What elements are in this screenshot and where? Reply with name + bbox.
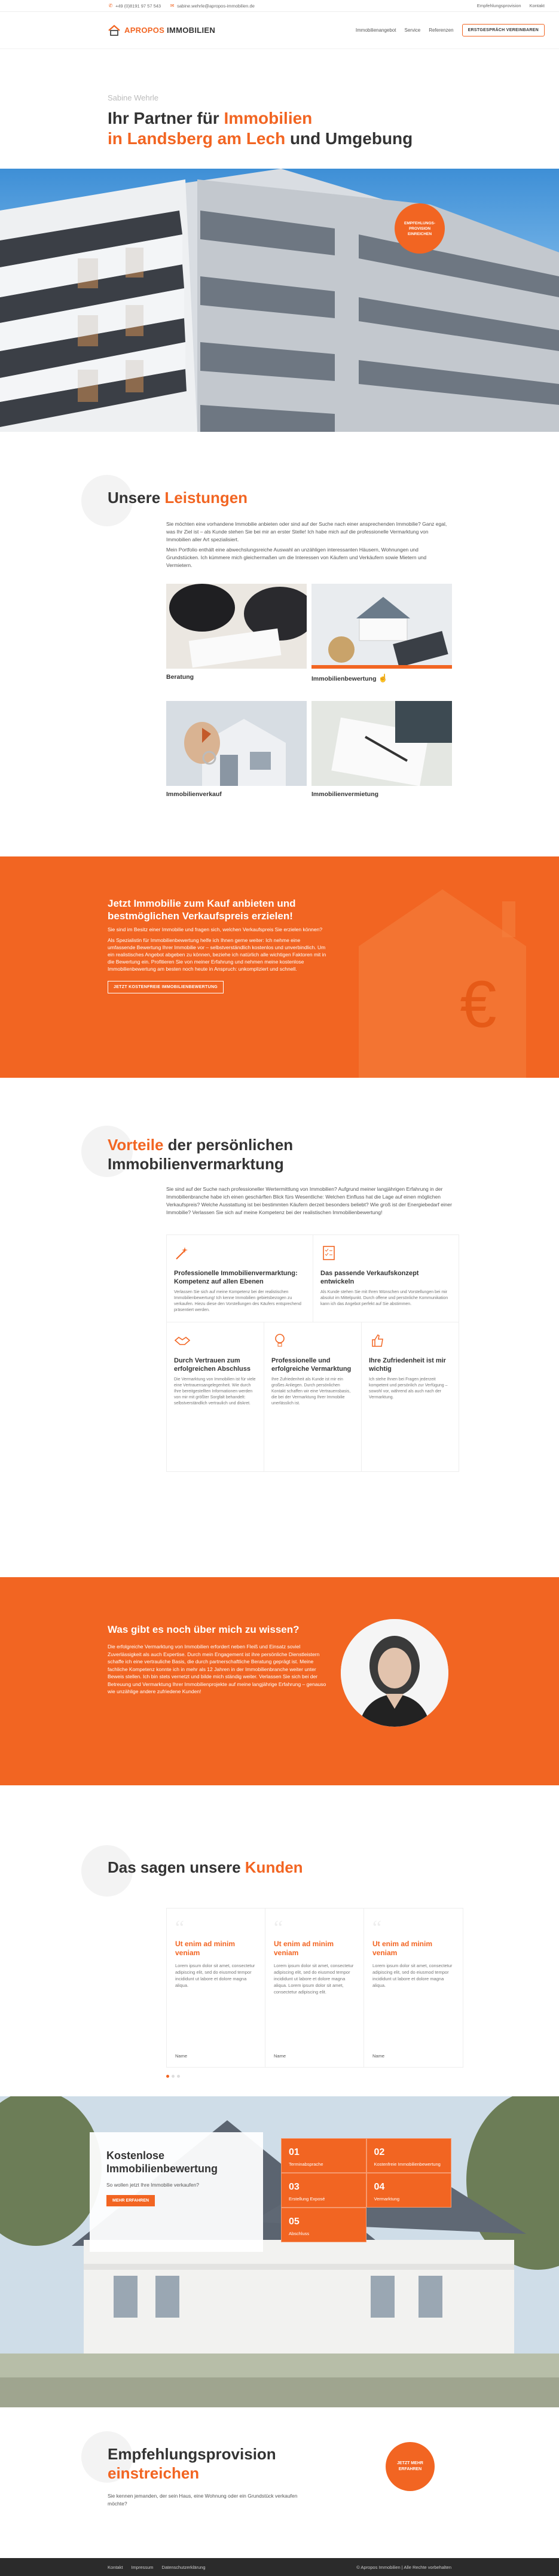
process-tile: 02 Kostenfreie Immobilienbewertung: [366, 2138, 452, 2173]
process-tile: 03 Erstellung Exposé: [281, 2173, 366, 2208]
topbar-email[interactable]: ✉ sabine.wehrle@apropos-immobilien.de: [170, 3, 255, 8]
service-label: Immobilienverkauf: [166, 791, 222, 798]
testimonials-title: Das sagen unsere Kunden: [108, 1858, 303, 1876]
testimonial-card: “ Ut enim ad minim veniam Lorem ipsum dolor sit amet, consectetur adipiscing elit, sed do eiusmod tempor incididunt ut labore et dolore magna aliqua. Name: [364, 1909, 463, 2067]
advantage-card: Durch Vertrauen zum erfolgreichen Abschluss Die Vermarktung von Immobilien ist für viele eine Vertrauensangelegenheit. Wie durch Ihre bereitgestellten Informationen werden von mir mit größter Sorgfalt behandelt: selbstverständlich vertraulich und diskret.: [167, 1322, 264, 1472]
sell-section: [0, 856, 559, 1078]
house-logo-icon: [108, 24, 121, 37]
testimonials-section: [0, 1785, 559, 2096]
advantage-card: Professionelle und erfolgreiche Vermarktung Ihre Zufriedenheit als Kunde ist mir ein großes Anliegen. Durch persönlichen Kontakt schaffen wir eine Vertrauensbasis, die bei der Vermarktung Ihrer Immobilie unerlässlich ist.: [264, 1322, 362, 1472]
services-text-1: Sie möchten eine vorhandene Immobilie anbieten oder sind auf der Suche nach einer ansprechenden Immobilie? Ganz egal, was Ihr Ziel ist – als Kunde stehen Sie bei mir an erster Stelle! Ich habe mich auf die professionelle Vermarktung von Immobilien aller Art spezialisiert.: [166, 521, 447, 542]
advantages-grid-bottom: [166, 1322, 459, 1472]
footer-link-kontakt[interactable]: Kontakt: [108, 2564, 123, 2570]
services-section: [0, 432, 559, 856]
valuation-section: [0, 2096, 559, 2407]
portrait-photo: [341, 1619, 448, 1727]
referral-section: [0, 2407, 559, 2558]
checklist-icon: [320, 1245, 337, 1261]
testimonial-card: “ Ut enim ad minim veniam Lorem ipsum dolor sit amet, consectetur adipiscing elit, sed do eiusmod tempor incididunt ut labore et dolore magna aliqua. Lorem ipsum dolor sit amet, consectetur adipiscing elit. Name: [265, 1909, 364, 2067]
hero-title: Ihr Partner für Immobilien in Landsberg am Lech und Umgebung: [108, 109, 413, 148]
footer: [0, 2558, 559, 2576]
about-title: Was gibt es noch über mich zu wissen?: [108, 1624, 300, 1635]
erstgespraech-button[interactable]: ERSTGESPRÄCH VEREINBAREN: [462, 24, 545, 36]
footer-link-datenschutz[interactable]: Datenschutzerklärung: [161, 2564, 206, 2570]
advantages-grid-top: [166, 1234, 459, 1322]
header: [0, 12, 559, 49]
hero-subtitle: Sabine Wehrle: [108, 93, 159, 102]
quote-icon: “: [175, 1917, 185, 1939]
advantages-intro: Sie sind auf der Suche nach professioneller Wertermittlung von Immobilien? Aufgrund meiner langjährigen Erfahrung in der Immobilienbranche habe ich einen geschärften Blick fürs Wesentliche: Welchen Einfluss hat die Lage auf einen möglichen Verkaufspreis? Welche Ausstattung ist bei bestimmten Käufern derzeit besonders beliebt? Wie groß ist der Energiebedarf einer Immobilie? Verlassen Sie sich auf meine Kompetenz bei der realistischen Immobilienbewertung!: [166, 1186, 452, 1215]
cursor-hand-icon: ☝: [378, 673, 388, 682]
house-photo-illustration: [0, 2096, 559, 2407]
slider-dot-active[interactable]: [166, 2075, 169, 2078]
handshake-icon: [174, 1332, 191, 1349]
nav-item-referenzen[interactable]: Referenzen: [429, 28, 454, 33]
process-tiles: [281, 2138, 451, 2242]
valuation-title: Kostenlose Immobilienbewertung: [106, 2150, 218, 2175]
process-tile: 05 Abschluss: [281, 2208, 366, 2242]
topbar-phone[interactable]: ✆ +49 (0)8191 97 57 543: [108, 3, 161, 8]
house-calculator-photo-icon: [311, 584, 452, 669]
services-title: Unsere Leistungen: [108, 489, 248, 507]
advantages-section: [0, 1078, 559, 1577]
sell-title: Jetzt Immobilie zum Kauf anbieten und bestmöglichen Verkaufspreis erzielen!: [108, 898, 296, 922]
nav-item-service[interactable]: Service: [404, 28, 421, 33]
quote-icon: “: [372, 1917, 382, 1939]
about-text: Die erfolgreiche Vermarktung von Immobilien erfordert neben Fleiß und Einsatz soviel Zuverlässigkeit als auch Expertise. Durch mein Engagement ist ihre persönliche Dienstleistern schaffe ich eine vertrauliche Basis, die durch partnerschaftliche Beratung geprägt ist. Meine fachliche Kompetenz konnte ich in mehr als 12 Jahren in der Immobilienbranche weiter unter Beweis stellen. Ich bin stets vernetzt und bilde mich ständig weiter. Verlassen Sie sich bei der Betreuung und Vermarktung Ihrer Immobilienprojekte auf meine langjährige Erfahrung – genauso wie unzählige andere zufriedene Kunden!: [108, 1644, 326, 1694]
keys-house-photo-icon: [166, 701, 307, 786]
services-text-2: Mein Portfolio enthält eine abwechslungsreiche Auswahl an unzähligen interessanten Häusern, Wohnungen und Grundstücken. Ich kümmere mich gleichermaßen um die Interessen von Käufern und Verkäufern sowie Mietern und Vermietern.: [166, 547, 427, 568]
process-tile: 04 Vermarktung: [366, 2173, 452, 2208]
sell-text-1: Sie sind im Besitz einer Immobilie und fragen sich, welchen Verkaufspreis Sie erzielen können?: [108, 926, 323, 932]
service-card-bewertung[interactable]: [311, 584, 452, 695]
slider-dot[interactable]: [172, 2075, 175, 2078]
quote-icon: “: [274, 1917, 283, 1939]
service-card-beratung[interactable]: [166, 584, 307, 695]
kostenfreie-bewertung-button[interactable]: JETZT KOSTENFREIE IMMOBILIENBEWERTUNG: [108, 981, 224, 993]
process-tile: 01 Terminabsprache: [281, 2138, 366, 2173]
nav-item-angebot[interactable]: Immobilienangebot: [355, 28, 396, 33]
advantage-card: Ihre Zufriedenheit ist mir wichtig Ich stehe Ihnen bei Fragen jederzeit kompetent und persönlich zur Verfügung – sowohl vor, während als auch nach der Vermarktung.: [362, 1322, 459, 1472]
empfehlungsprovision-badge[interactable]: EMPFEHLUNGS-PROVISION EINREICHEN: [395, 203, 445, 254]
hero: [0, 49, 559, 169]
footer-link-impressum[interactable]: Impressum: [131, 2564, 154, 2570]
mehr-erfahren-button[interactable]: MEHR ERFAHREN: [106, 2195, 155, 2206]
lightbulb-icon: [271, 1332, 288, 1349]
services-grid: [166, 584, 452, 812]
slider-dot[interactable]: [177, 2075, 180, 2078]
main-nav: [356, 24, 545, 36]
topbar-link-empfehlung[interactable]: Empfehlungsprovision: [476, 3, 521, 8]
footer-copyright: © Apropos Immobilien | Alle Rechte vorbehalten: [356, 2564, 451, 2570]
valuation-text: So wollen jetzt Ihre Immobilie verkaufen?: [106, 2182, 199, 2188]
person-portrait-icon: [341, 1619, 448, 1727]
meeting-photo-icon: [166, 584, 307, 669]
wand-icon: [174, 1245, 191, 1261]
jetzt-mehr-erfahren-badge[interactable]: JETZT MEHR ERFAHREN: [386, 2442, 435, 2491]
signing-photo-icon: [311, 701, 452, 786]
advantage-card: Professionelle Immobilienvermarktung: Kompetenz auf allen Ebenen Verlassen Sie sich auf meine Kompetenz bei der realistischen Immobilienbewertung! Ich kenne Immobilien gebietsbezogen zu verkaufen. Hiezu diese den Vorstellungen des Käufers entsprechend präsentiert werden.: [166, 1234, 313, 1322]
advantages-title: Vorteile der persönlichen Immobilienvermarktung: [108, 1136, 294, 1173]
slider-dots: [166, 2075, 463, 2078]
referral-title: Empfehlungsprovision einstreichen: [108, 2445, 276, 2482]
logo[interactable]: [108, 24, 215, 37]
referral-text: Sie kennen jemanden, der sein Haus, eine Wohnung oder ein Grundstück verkaufen möchte?: [108, 2493, 298, 2507]
thumbsup-icon: [369, 1332, 386, 1349]
valuation-card: [90, 2132, 263, 2252]
about-section: [0, 1577, 559, 1785]
svg-text:€: €: [460, 968, 497, 1041]
phone-icon: ✆: [108, 3, 113, 8]
logo-text-b: IMMOBILIEN: [167, 26, 216, 35]
service-card-vermietung[interactable]: [311, 701, 452, 812]
service-label: Beratung: [166, 673, 194, 681]
topbar: [0, 0, 559, 12]
testimonials-slider: [166, 1908, 463, 2068]
building-illustration: [0, 169, 559, 432]
service-card-verkauf[interactable]: [166, 701, 307, 812]
hero-image: [0, 169, 559, 432]
testimonial-card: “ Ut enim ad minim veniam Lorem ipsum dolor sit amet, consectetur adipiscing elit, sed do eiusmod tempor incididunt ut labore et dolore magna aliqua. Name: [167, 1909, 265, 2067]
mail-icon: ✉: [170, 3, 175, 8]
sell-text-2: Als Spezialistin für Immobilienbewertung helfe ich Ihnen gerne weiter: Ich nehme eine umfassende Bewertung Ihrer Immobilie vor – selbstverständlich kostenlos und unverbindlich. Um ein realistisches Angebot abgeben zu können, beziehe ich natürlich alle wichtigen Faktoren mit in die Bewertung ein. Profitieren Sie von meiner Erfahrung und nehmen meine kostenlose Immobilienbewertung am besten noch heute in Anspruch: unkompliziert und schnell.: [108, 937, 326, 972]
advantage-card: Das passende Verkaufskonzept entwickeln Als Kunde stehen Sie mit Ihren Wünschen und Vorstellungen bei mir absolut im Mittelpunkt. Durch offene und persönliche Kommunikation kann ich das Angebot perfekt auf Sie abstimmen.: [313, 1234, 459, 1322]
service-label: Immobilienvermietung: [311, 791, 379, 798]
logo-text-a: APROPOS: [124, 26, 165, 35]
service-label: Immobilienbewertung ☝: [311, 673, 388, 682]
topbar-link-kontakt[interactable]: Kontakt: [529, 3, 545, 8]
